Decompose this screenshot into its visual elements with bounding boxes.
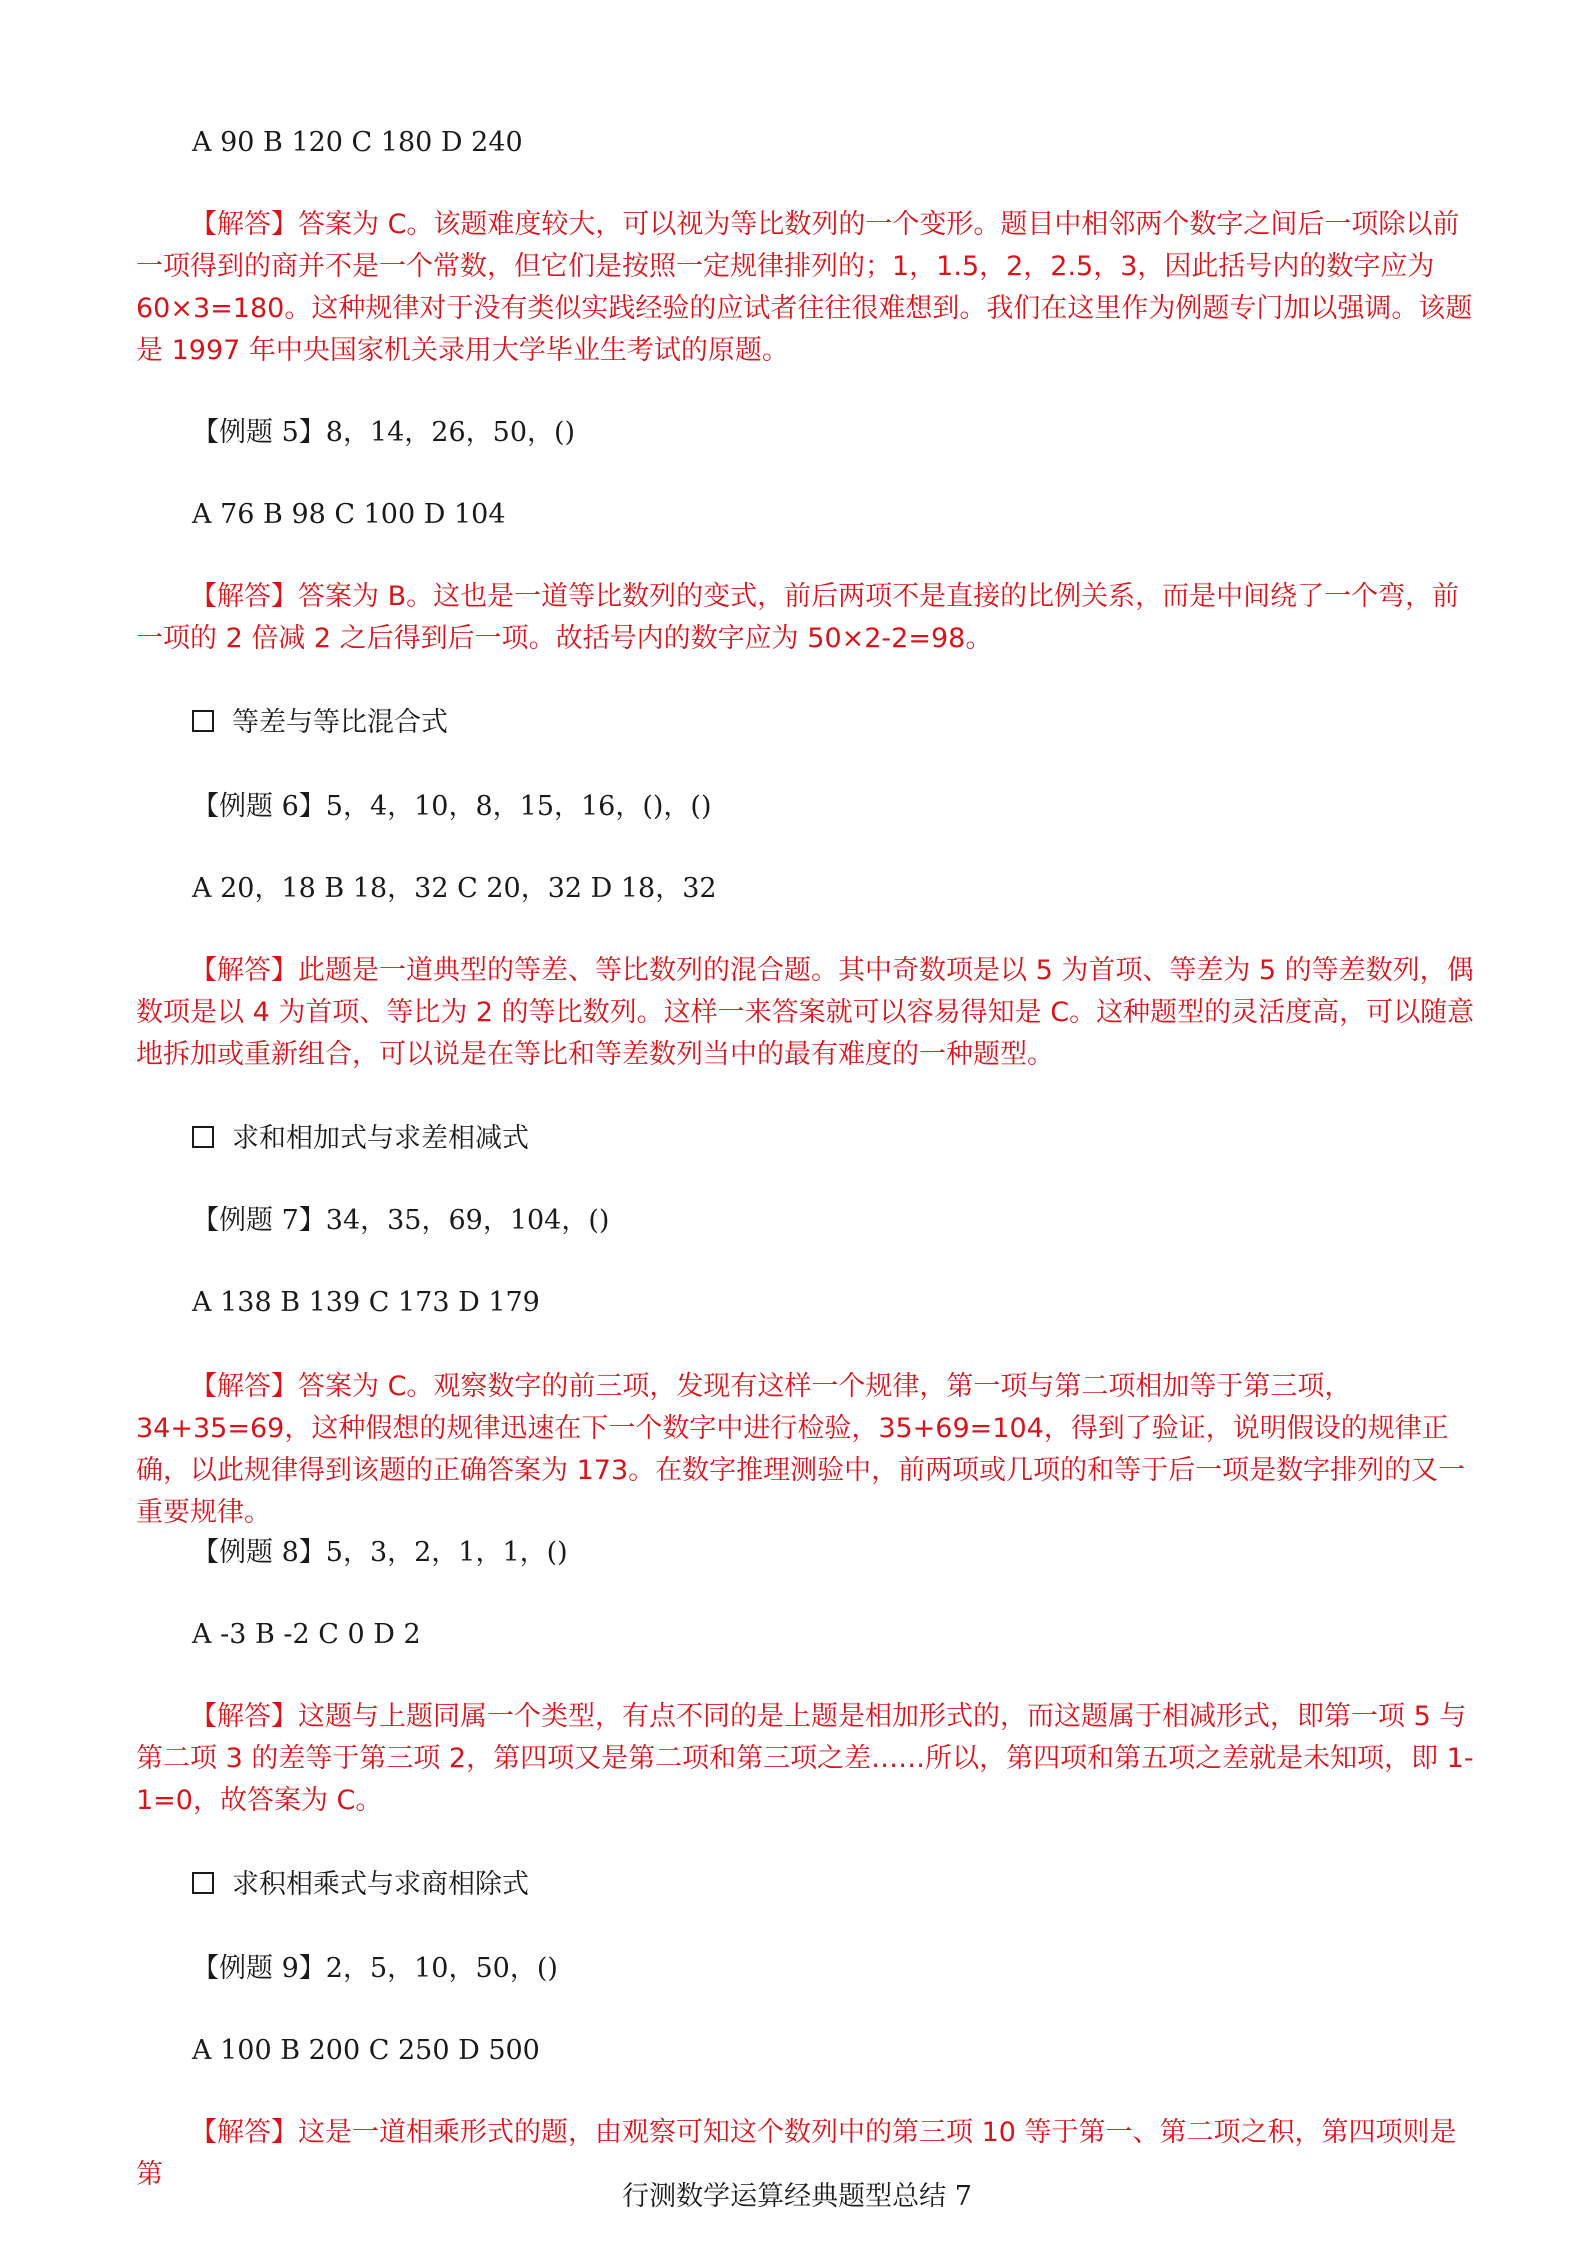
question-9: 【例题 9】2，5，10，50，() <box>192 1953 558 1984</box>
checkbox-square-icon <box>192 1872 214 1894</box>
options-5: A 76 B 98 C 100 D 104 <box>192 499 506 530</box>
options-6: A 20，18 B 18，32 C 20，32 D 18，32 <box>192 873 717 904</box>
options-9: A 100 B 200 C 250 D 500 <box>192 2035 540 2066</box>
section-heading-2 <box>192 1118 529 1160</box>
question-5: 【例题 5】8，14，26，50，() <box>192 417 576 448</box>
question-7: 【例题 7】34，35，69，104，() <box>192 1205 610 1236</box>
options-8: A -3 B -2 C 0 D 2 <box>192 1619 421 1650</box>
answer-9: 【解答】这是一道相乘形式的题，由观察可知这个数列中的第三项 10 等于第一、第二项之积，第四项则是第 <box>136 2117 1457 2190</box>
answer-5: 【解答】答案为 B。这也是一道等比数列的变式，前后两项不是直接的比例关系，而是中间绕了一个弯，前一项的 2 倍减 2 之后得到后一项。故括号内的数字应为 50×2-2=98。 <box>136 581 1460 654</box>
answer-4: 【解答】答案为 C。该题难度较大，可以视为等比数列的一个变形。题目中相邻两个数字之间后一项除以前一项得到的商并不是一个常数，但它们是按照一定规律排列的；1，1.5，2，2.5，3，因此括号内的数字应为 60×3=180。这种规律对于没有类似实践经验的应试者往往很难想到。我们在这里作为例题专门加以强调。该题是 1997 年中央国家机关录用大学毕业生考试的原题。 <box>136 209 1473 366</box>
checkbox-square-icon <box>192 710 214 732</box>
answer-8: 【解答】这题与上题同属一个类型，有点不同的是上题是相加形式的，而这题属于相减形式，即第一项 5 与第二项 3 的差等于第三项 2，第四项又是第二项和第三项之差……所以，第四项和第五项之差就是未知项，即 1-1=0，故答案为 C。 <box>136 1701 1474 1816</box>
section-heading-1-label: 等差与等比混合式 <box>232 707 448 738</box>
section-heading-2-label: 求和相加式与求差相减式 <box>232 1123 529 1154</box>
section-heading-3-label: 求积相乘式与求商相除式 <box>232 1869 529 1900</box>
section-heading-3 <box>192 1864 529 1906</box>
checkbox-square-icon <box>192 1126 214 1148</box>
options-4: A 90 B 120 C 180 D 240 <box>192 127 523 158</box>
question-8: 【例题 8】5，3，2，1，1，() <box>192 1537 568 1568</box>
answer-7: 【解答】答案为 C。观察数字的前三项，发现有这样一个规律，第一项与第二项相加等于第三项，34+35=69，这种假想的规律迅速在下一个数字中进行检验，35+69=104，得到了验证，说明假设的规律正确，以此规律得到该题的正确答案为 173。在数字推理测验中，前两项或几项的和等于后一项是数字排列的又一重要规律。 <box>136 1371 1466 1528</box>
options-7: A 138 B 139 C 173 D 179 <box>192 1287 540 1318</box>
section-heading-1 <box>192 702 448 744</box>
page-footer: 行测数学运算经典题型总结 7 <box>622 2181 972 2212</box>
question-6: 【例题 6】5，4，10，8，15，16，()，() <box>192 791 712 822</box>
answer-6: 【解答】此题是一道典型的等差、等比数列的混合题。其中奇数项是以 5 为首项、等差为 5 的等差数列，偶数项是以 4 为首项、等比为 2 的等比数列。这样一来答案就可以容易得知是 C。这种题型的灵活度高，可以随意地拆加或重新组合，可以说是在等比和等差数列当中的最有难度的一种题型。 <box>136 955 1475 1070</box>
